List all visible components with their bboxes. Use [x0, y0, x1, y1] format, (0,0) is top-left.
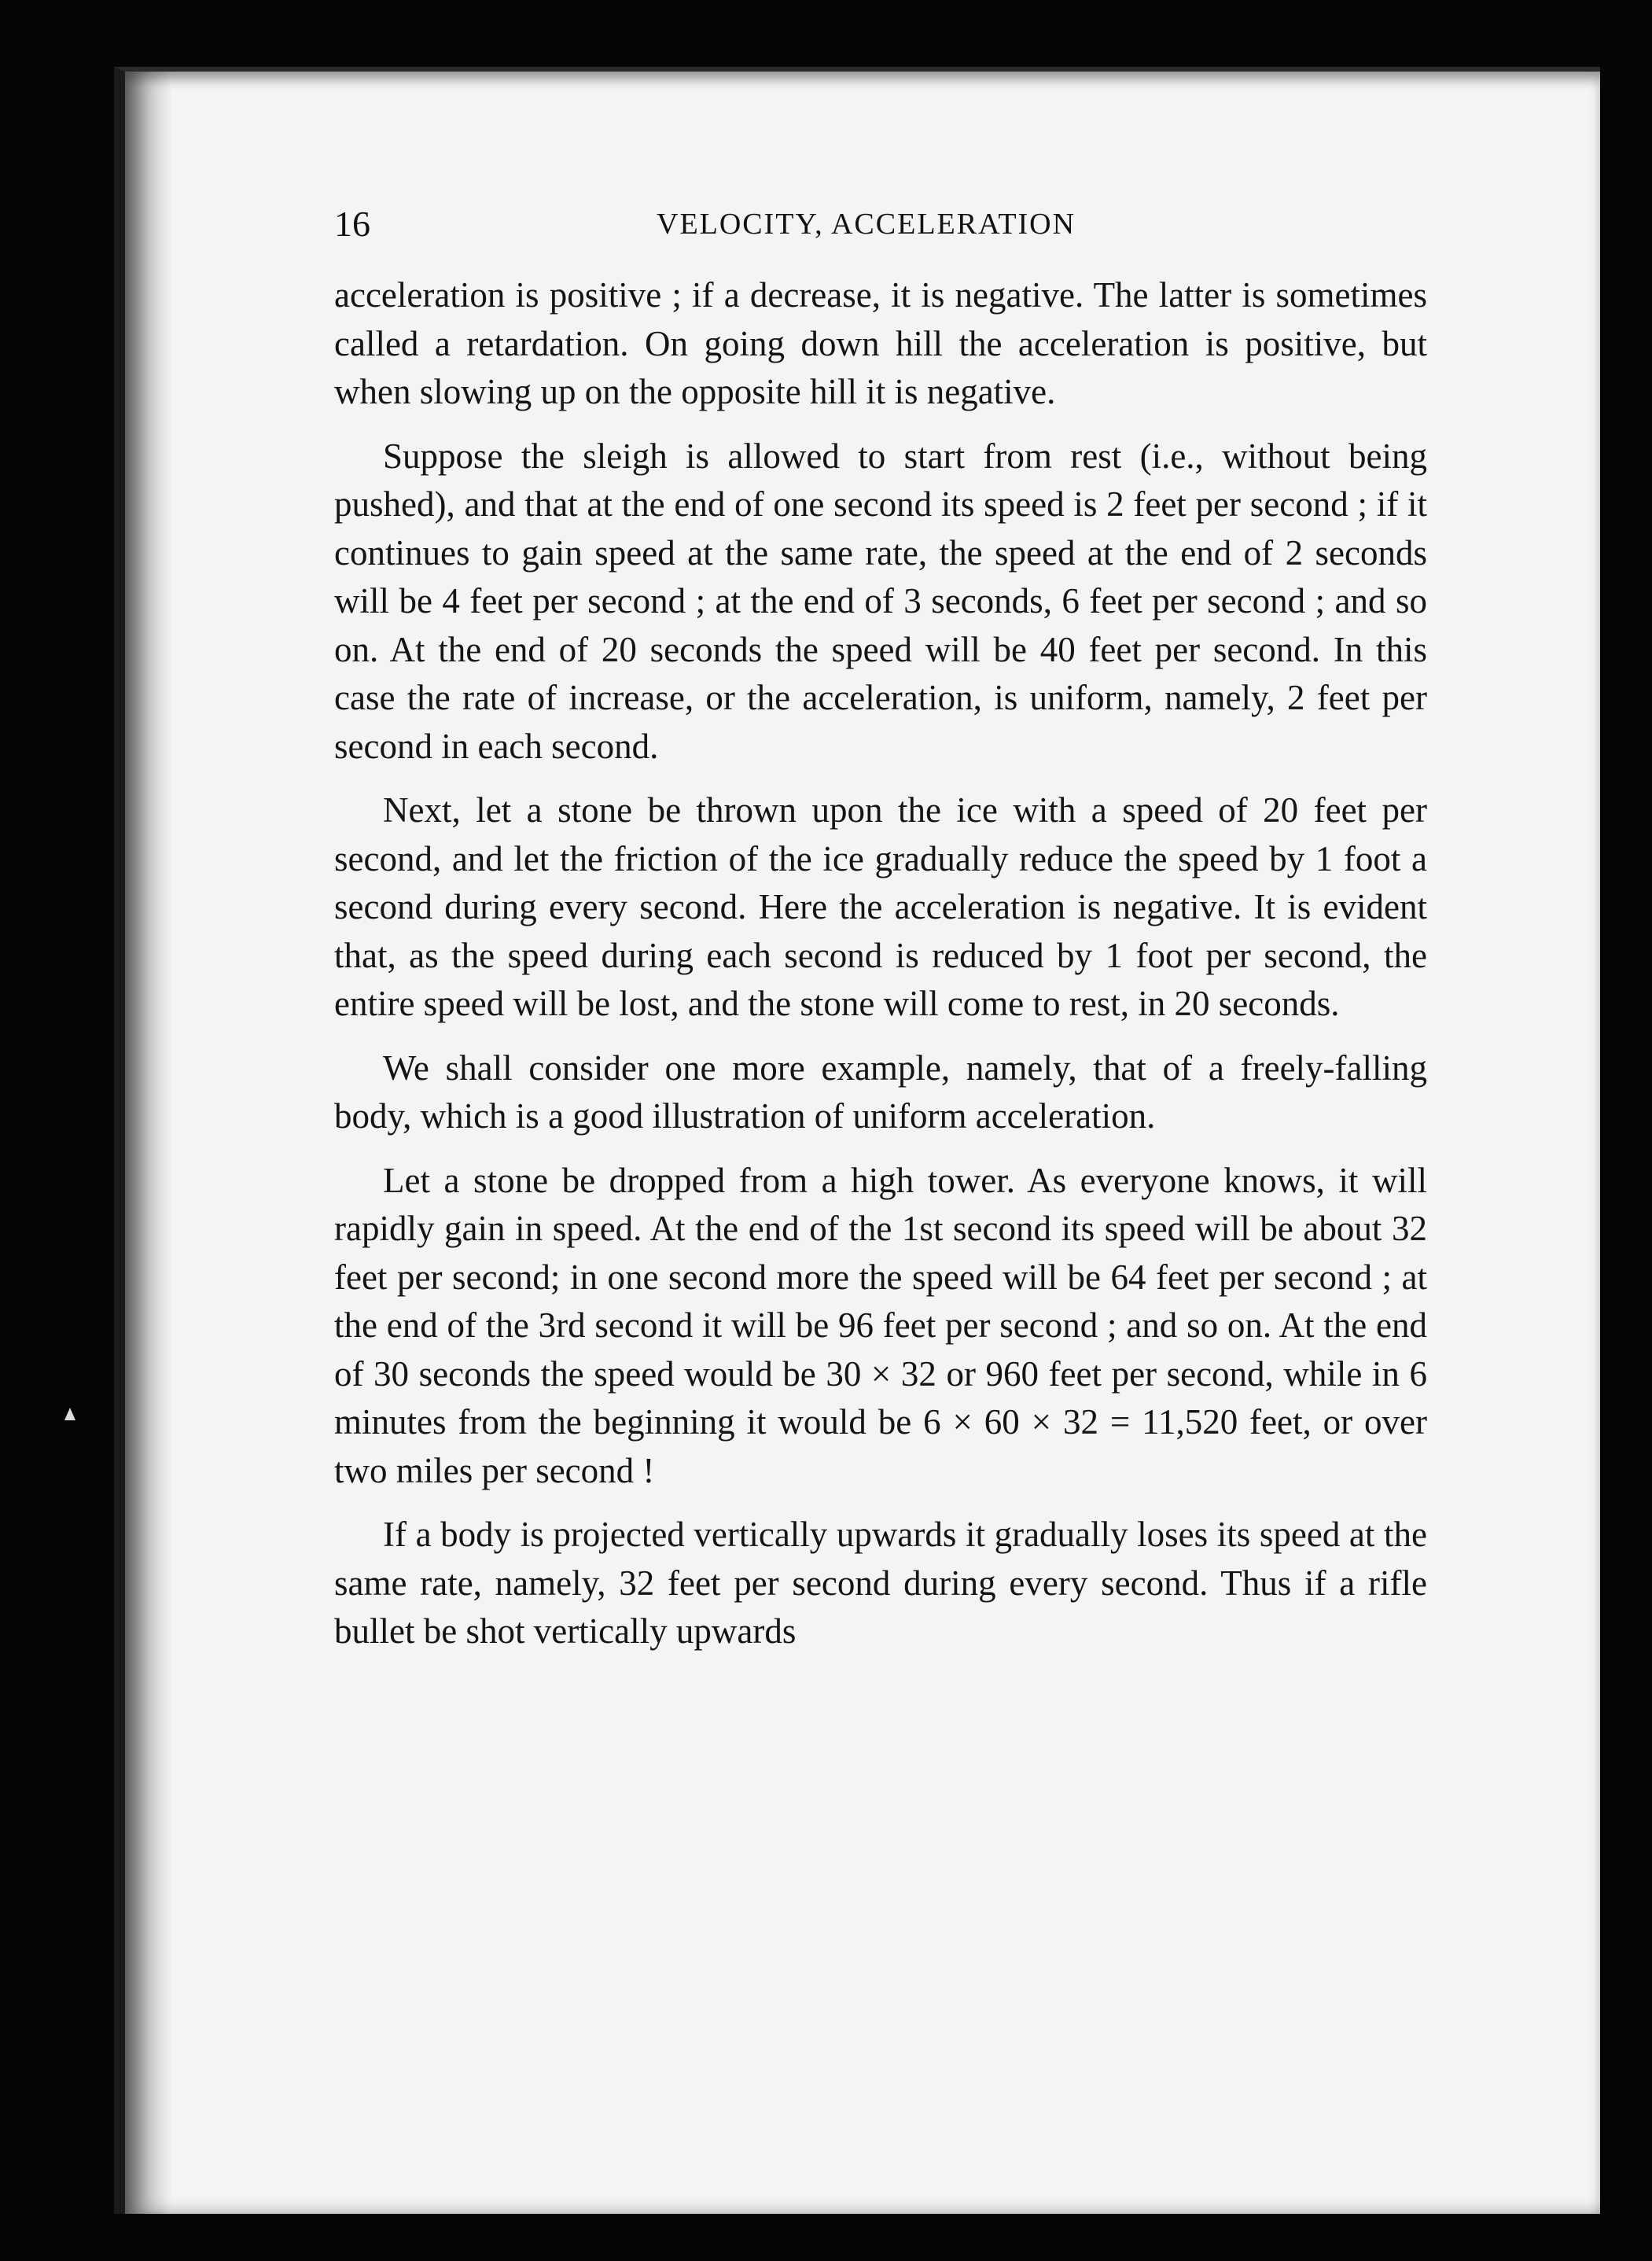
scan-margin-mark — [64, 1408, 75, 1420]
page-number: 16 — [334, 204, 370, 244]
paragraph-stone-on-ice: Next, let a stone be thrown upon the ice with a speed of 20 feet per second, and let the friction of the ice gradually reduce the speed by 1 foot a second during every second. Here the acceleration is negative. It is evident that, as the speed during each second is reduced by 1 foot per second, the entire speed will be lost, and the stone will come to rest, in 20 seconds. — [334, 790, 1427, 1023]
body-text — [334, 271, 1427, 1672]
running-head — [334, 201, 1246, 248]
paragraph-falling-body-intro: We shall consider one more example, namely, that of a freely-falling body, which is a good illustration of uniform acceleration. — [334, 1048, 1427, 1136]
paragraph-stone-from-tower: Let a stone be dropped from a high tower. As everyone knows, it will rapidly gain in speed. At the end of the 1st second its speed will be about 32 feet per second; in one second more the speed will be 64 feet per second ; at the end of the 3rd second it will be 96 feet per second ; and so on. At the end of 30 seconds the speed would be 30 × 32 or 960 feet per second, while in 6 minutes from the beginning it would be 6 × 60 × 32 = 11,520 feet, or over two miles per second ! — [334, 1160, 1427, 1490]
paragraph-sleigh-example: Suppose the sleigh is allowed to start from rest (i.e., without being pushed), and that at the end of one second its speed is 2 feet per second ; if it continues to gain speed at the same rate, the speed at the end of 2 seconds will be 4 feet per second ; at the end of 3 seconds, 6 feet per second ; and so on. At the end of 20 seconds the speed will be 40 feet per second. In this case the rate of increase, or the acceleration, is uniform, namely, 2 feet per second in each second. — [334, 436, 1427, 766]
paragraph-acceleration-sign: acceleration is positive ; if a decrease, it is negative. The latter is sometimes called a retardation. On going down hill the acceleration is positive, but when slowing up on the opposite hill it is negative. — [334, 275, 1427, 411]
paragraph-projected-upwards: If a body is projected vertically upwards it gradually loses its speed at the same rate, namely, 32 feet per second during every second. Thus if a rifle bullet be shot vertically upwards — [334, 1515, 1427, 1651]
page-binding-shadow — [125, 72, 172, 2214]
chapter-title: VELOCITY, ACCELERATION — [657, 208, 1076, 241]
